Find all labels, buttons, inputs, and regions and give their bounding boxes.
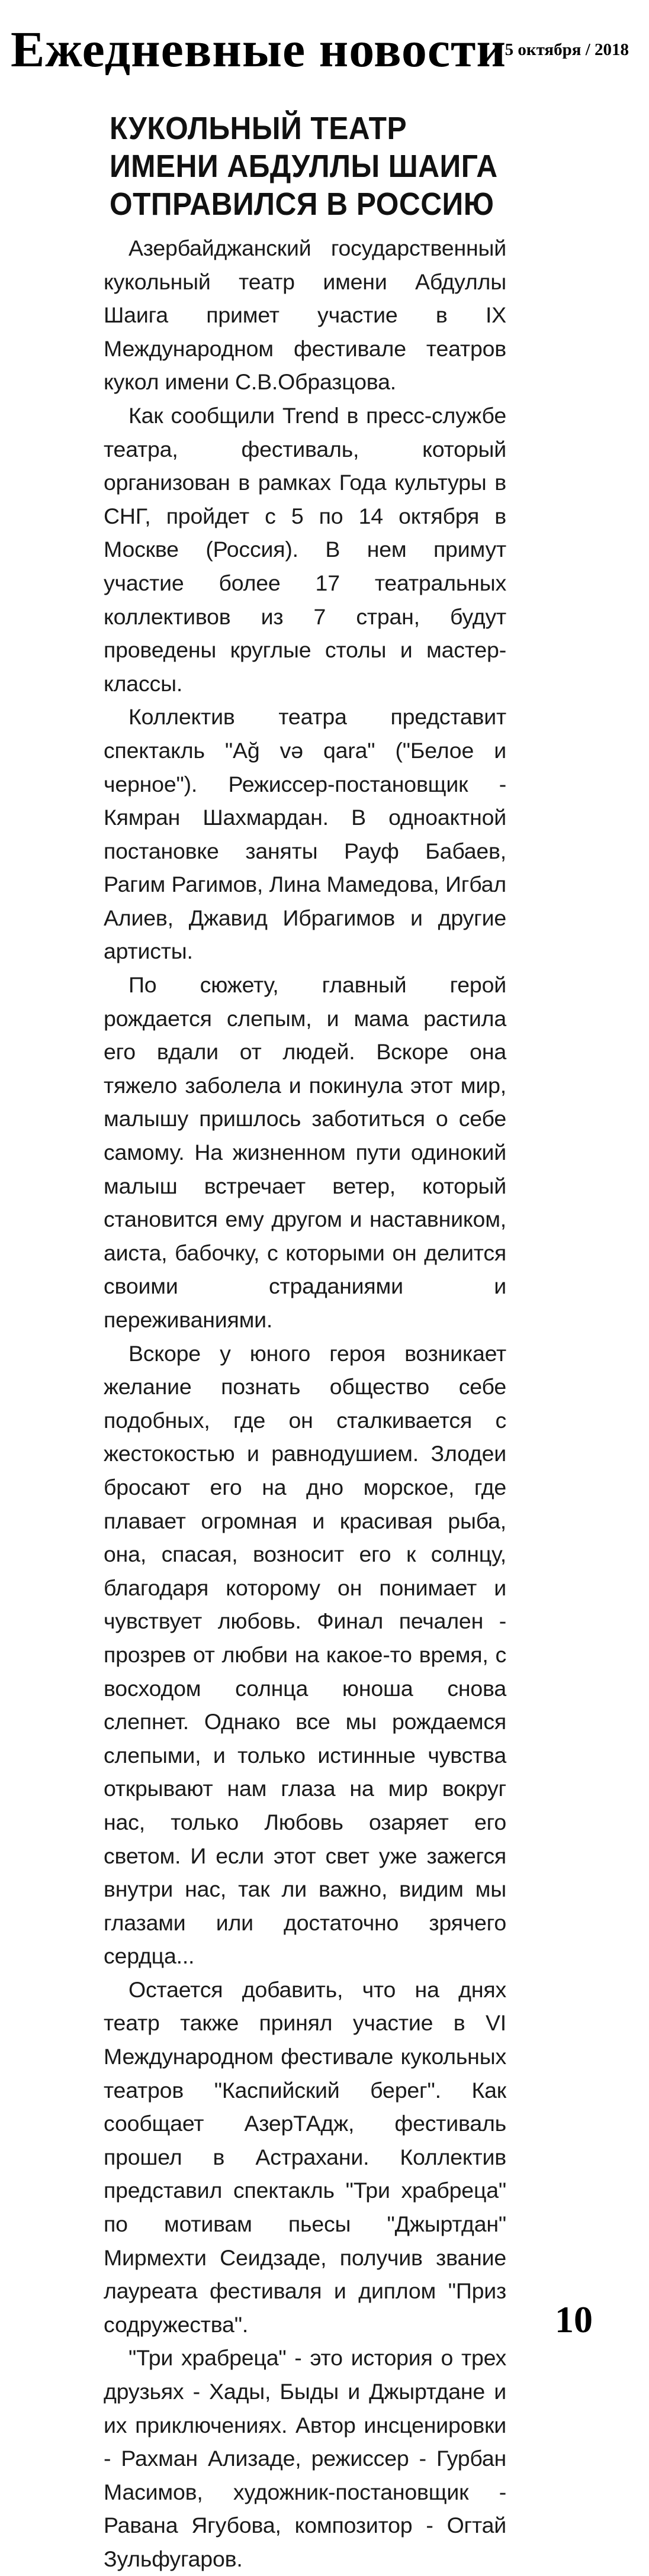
issue-date: 5 октября / 2018 xyxy=(505,40,629,59)
publication-title: Ежедневные новости xyxy=(11,21,506,78)
article-paragraph: По сюжету, главный герой рождается слепым, и мама растила его вдали от людей. Вскоре она тяжело заболела и покинула этот мир, малышу пришлось заботиться о себе самому. На жизненном пути одинокий малыш встречает ветер, который становится ему другом и наставником, аиста, бабочку, с которыми он делится своими страданиями и переживаниями. xyxy=(104,972,506,1332)
article-paragraph: Остается добавить, что на днях театр также принял участие в VI Международном фестивале кукольных театров "Каспийский берег". Как сообщает АзерТАдж, фестиваль прошел в Астрахани. Коллектив представил спектакль "Три храбреца" по мотивам пьесы "Джыртдан" Мирмехти Сеидзаде, получив звание лауреата фестиваля и диплом "Приз содружества". xyxy=(104,1977,506,2337)
article-paragraph: Коллектив театра представит спектакль "Ağ və qara" ("Белое и черное"). Режиссер-постановщик - Кямран Шахмардан. В одноактной постановке заняты Рауф Бабаев, Рагим Рагимов, Лина Мамедова, Игбал Алиев, Джавид Ибрагимов и другие артисты. xyxy=(104,704,506,964)
article-paragraph: Вскоре у юного героя возникает желание познать общество себе подобных, где он сталкивается с жестокостью и равнодушием. Злодеи бросают его на дно морское, где плавает огромная и красивая рыба, она, спасая, возносит его к солнцу, благодаря которому он понимает и чувствует любовь. Финал печален - прозрев от любви на какое-то время, с восходом солнца юноша снова слепнет. Однако все мы рождаемся слепыми, и только истинные чувства открывают нам глаза на мир вокруг нас, только Любовь озаряет его светом. И если этот свет уже зажегся внутри нас, так ли важно, видим мы глазами или достаточно зрячего сердца... xyxy=(104,1340,506,1969)
article xyxy=(104,109,506,2576)
article-paragraph: Как сообщили Trend в пресс-службе театра, фестиваль, который организован в рамках Года культуры в СНГ, пройдет с 5 по 14 октября в Москве (Россия). В нем примут участие более 17 театральных коллективов из 7 стран, будут проведены круглые столы и мастер-классы. xyxy=(104,402,506,696)
article-paragraph: "Три храбреца" - это история о трех друзьях - Хады, Быды и Джыртдане и их приключениях. Автор инсценировки - Рахман Ализаде, режиссер - Гурбан Масимов, художник-постановщик - Равана Ягубова, композитор - Огтай Зульфугаров. xyxy=(104,2345,506,2571)
article-headline: КУКОЛЬНЫЙ ТЕАТР ИМЕНИ АБДУЛЛЫ ШАИГА ОТПРАВИЛСЯ В РОССИЮ xyxy=(110,111,498,222)
article-paragraph: Азербайджанский государственный кукольный театр имени Абдуллы Шаига примет участие в IX Международном фестивале театров кукол имени С.В.Образцова. xyxy=(104,236,506,395)
page-number: 10 xyxy=(555,2298,593,2340)
masthead xyxy=(11,17,638,88)
